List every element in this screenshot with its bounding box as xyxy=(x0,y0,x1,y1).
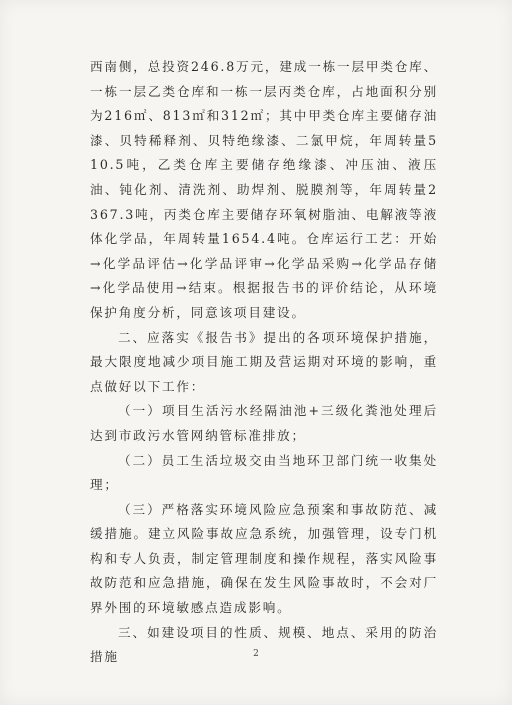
paragraph-section-two: 二、应落实《报告书》提出的各项环境保护措施，最大限度地减少项目施工期及营运期对环境的影响，重点做好以下工作： xyxy=(90,329,438,394)
paragraph-item-one: （一）项目生活污水经隔油池+三级化粪池处理后达到市政污水管网纳管标准排放； xyxy=(90,403,438,443)
paragraph-project-overview: 西南侧，总投资246.8万元，建成一栋一层甲类仓库、一栋一层乙类仓库和一栋一层丙类仓库，占地面积分别为216㎡、813㎡和312㎡；其中甲类仓库主要储存油漆、贝特稀释剂、贝特绝缘漆、二氯甲烷，年周转量510.5吨，乙类仓库主要储存绝缘漆、冲压油、液压油、钝化剂、清洗剂、助焊剂、脱膜剂等，年周转量2367.3吨，丙类仓库主要储存环氧树脂油、电解液等液体化学品，年周转量1654.4吨。仓库运行工艺：开始→化学品评估→化学品评审→化学品采购→化学品存储→化学品使用→结束。根据报告书的评价结论，从环境保护角度分析，同意该项目建设。 xyxy=(90,59,438,320)
document-body xyxy=(90,55,438,670)
paragraph-section-three: 三、如建设项目的性质、规模、地点、采用的防治措施 xyxy=(90,624,438,665)
page-number: 2 xyxy=(253,649,259,659)
paragraph-item-two: （二）员工生活垃圾交由当地环卫部门统一收集处理； xyxy=(90,452,438,493)
paragraph-item-three: （三）严格落实环境风险应急预案和事故防范、减缓措施。建立风险事故应急系统，加强管理，设专门机构和专人负责，制定管理制度和操作规程，落实风险事故防范和应急措施，确保在发生风险事故时，不会对厂界外围的环境敏感点造成影响。 xyxy=(90,501,438,616)
